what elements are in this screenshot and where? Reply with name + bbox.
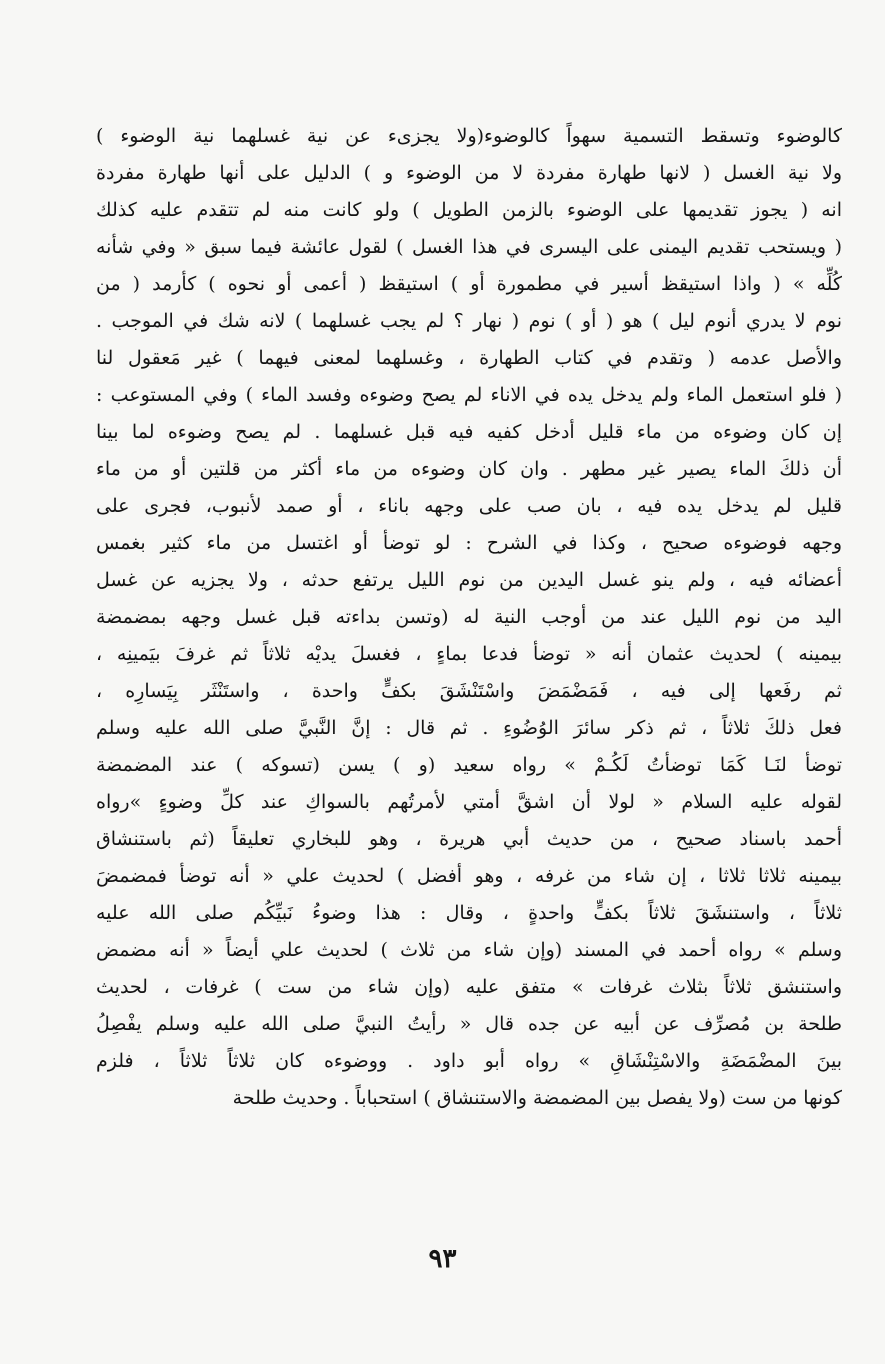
text-line: اليد من نوم الليل عند من أوجب النية له (وتسن بداءته قبل غسل وجهه بمضمضة: [96, 606, 842, 628]
text-line: كالوضوء وتسقط التسمية سهواً كالوضوء(ولا يجزىء عن نية غسلهما نية الوضوء ): [96, 125, 842, 147]
text-line: والأصل عدمه ( وتقدم في كتاب الطهارة ، وغسلهما لمعنى فيهما ) غير مَعقول لنا: [96, 347, 842, 369]
text-line: بيمينه ثلاثا ثلاثا ، إن شاء من غرفه ، وهو أفضل ) لحديث علي « أنه توضأ فمضمضَ: [96, 865, 842, 887]
text-line: توضأ لنَـا كَمَا توضأتُ لَكُـمْ » رواه سعيد (و ) يسن (تسوكه ) عند المضمضة: [96, 754, 842, 776]
text-line: طلحة بن مُصرِّف عن أبيه عن جده قال « رأيتُ النبيَّ صلى الله عليه وسلم يفْصِلُ: [96, 1013, 842, 1035]
text-line: فعل ذلكَ ثلاثاً ، ثم ذكر سائرَ الوُضُوءِ . ثم قال : إنَّ النَّبيَّ صلى الله عليه وسلم: [96, 717, 842, 739]
text-line: ثلاثاً ، واستنشَقَ ثلاثاً بكفٍّ واحدةٍ ، وقال : هذا وضوءُ نَبيِّكُم صلى الله عليه: [96, 902, 842, 924]
page-body-text: [96, 118, 842, 1117]
text-line: انه ( يجوز تقديمها على الوضوء بالزمن الطويل ) ولو كانت منه لم تتقدم عليه كذلك: [96, 199, 842, 221]
text-line: أعضائه فيه ، ولم ينو غسل اليدين من نوم الليل يرتفع حدثه ، ولا يجزيه عن غسل: [96, 569, 842, 591]
text-line: ثم رفَعها إلى فيه ، فَمَضْمَضَ واسْتَنْشَقَ بكفٍّ واحدة ، واستَنْثَر بِيَسارِه ،: [96, 680, 842, 702]
text-line: قليل لم يدخل يده فيه ، بان صب على وجهه باناء ، أو صمد لأنبوب، فجرى على: [96, 495, 842, 517]
text-line: بينَ المضْمَضَةِ والاسْتِنْشَاقِ » رواه أبو داود . ووضوءه كان ثلاثاً ثلاثاً ، فلزم: [96, 1050, 842, 1072]
text-line: وسلم » رواه أحمد في المسند (وإن شاء من ثلاث ) لحديث علي أيضاً « أنه مضمض: [96, 939, 842, 961]
text-line: نوم لا يدري أنوم ليل ) هو ( أو ) نوم ( نهار ؟ لم يجب غسلهما ) لانه شك في الموجب .: [96, 310, 842, 332]
text-line: ( ويستحب تقديم اليمنى على اليسرى في هذا الغسل ) لقول عائشة فيما سبق « وفي شأنه: [96, 236, 842, 258]
text-line: ولا نية الغسل ( لانها طهارة مفردة لا من الوضوء و ) الدليل على أنها طهارة مفردة: [96, 162, 842, 184]
page-number: ٩٣: [428, 1244, 457, 1274]
text-line: كُلِّه » ( واذا استيقظ أسير في مطمورة أو ) استيقظ ( أعمى أو نحوه ) كأرمد ( من: [96, 273, 842, 295]
text-line: إن كان وضوءه من ماء قليل أدخل كفيه فيه قبل غسلهما . لم يصح وضوءه لما بينا: [96, 421, 842, 443]
text-line: كونها من ست (ولا يفصل بين المضمضة والاستنشاق ) استحباباً . وحديث طلحة: [232, 1087, 842, 1109]
text-line: أحمد باسناد صحيح ، من حديث أبي هريرة ، وهو للبخاري تعليقاً (ثم باستنشاق: [96, 828, 842, 850]
text-line: ( فلو استعمل الماء ولم يدخل يده في الاناء لم يصح وضوءه وفسد الماء ) وفي المستوعب :: [96, 384, 842, 406]
text-line: لقوله عليه السلام « لولا أن اشقَّ أمتي لأمرتُهم بالسواكِ عند كلِّ وضوءٍ »رواه: [96, 791, 842, 813]
text-line: أن ذلكَ الماء يصير غير مطهر . وان كان وضوءه من ماء أكثر من قلتين أو من ماء: [96, 458, 842, 480]
text-line: واستنشق ثلاثاً بثلاث غرفات » متفق عليه (وإن شاء من ست ) غرفات ، لحديث: [96, 976, 842, 998]
text-line: وجهه فوضوءه صحيح ، وكذا في الشرح : لو توضأ أو اغتسل من ماء كثير بغمس: [96, 532, 842, 554]
text-line: بيمينه ) لحديث عثمان أنه « توضأ فدعا بماءٍ ، فغسلَ يديْه ثلاثاً ثم غرفَ بيَمينِه ،: [96, 643, 842, 665]
